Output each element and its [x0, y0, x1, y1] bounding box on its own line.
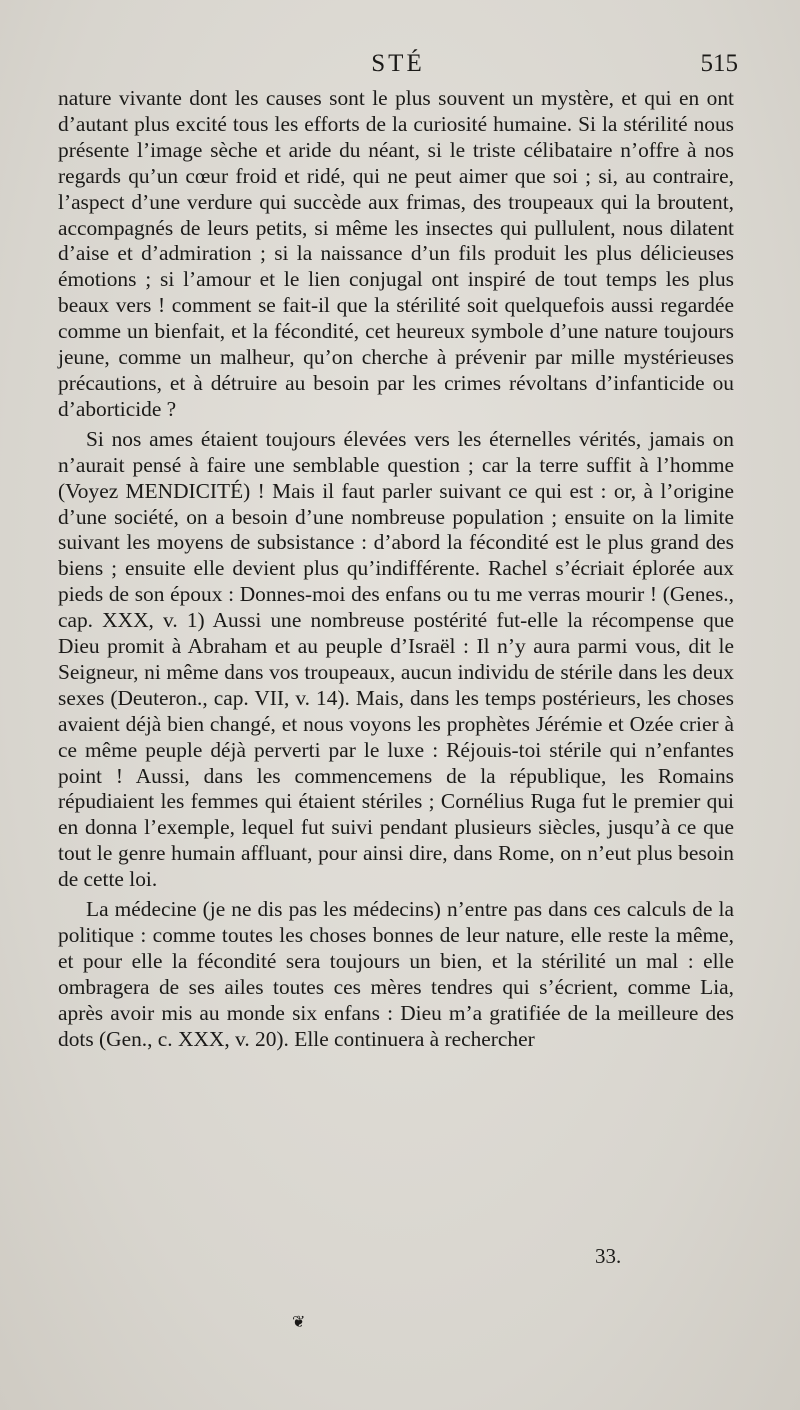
paragraph-2: Si nos ames étaient toujours élevées vers les éternelles vérités, jamais on n’aurait pensé à faire une semblable question ; car la terre suffit à l’homme (Voyez MENDICITÉ) ! Mais il faut parler suivant ce qui est : or, à l’origine d’une société, on a besoin d’une nombreuse population ; ensuite on la limite suivant les moyens de subsistance : d’abord la fécondité est le plus grand des biens ; ensuite elle devient plus qu’indifférente. Rachel s’écriait éplorée aux pieds de son époux : Donnes-moi des enfans ou tu me verras mourir ! (Genes., cap. XXX, v. 1) Aussi une nombreuse postérité fut-elle la récompense que Dieu promit à Abraham et au peuple d’Israël : Il n’y aura parmi vous, dit le Seigneur, ni même dans vos troupeaux, aucun individu de stérile dans les deux sexes (Deuteron., cap. VII, v. 14). Mais, dans les temps postérieurs, les choses avaient déjà bien changé, et nous voyons les prophètes Jérémie et Ozée crier à ce même peuple déjà perverti par le luxe : Réjouis-toi stérile qui n’enfantes point ! Aussi, dans les commencemens de la république, les Romains répudiaient les femmes qui étaient stériles ; Cornélius Ruga fut le premier qui en donna l’exemple, lequel fut suivi pendant plusieurs siècles, jusqu’à ce que tout le genre humain affluant, pour ainsi dire, dans Rome, on n’eut plus besoin de cette loi.: [58, 426, 734, 892]
running-head: STÉ: [371, 50, 425, 77]
paragraph-1: nature vivante dont les causes sont le plus souvent un mystère, et qui en ont d’autant plus excité tous les efforts de la curiosité humaine. Si la stérilité nous présente l’image sèche et aride du néant, si le triste célibataire n’offre à nos regards qu’un cœur froid et ridé, qui ne peut aimer que soi ; si, au contraire, l’aspect d’une verdure qui succède aux frimas, des troupeaux qui la broutent, accompagnés de leurs petits, si même les insectes qui pullulent, nous dilatent d’aise et d’admiration ; si la naissance d’un fils produit les plus délicieuses émotions ; si l’amour et le lien conjugal ont inspiré de tout temps les plus beaux vers ! comment se fait-il que la stérilité soit quelquefois aussi regardée comme un bienfait, et la fécondité, cet heureux symbole d’une nature toujours jeune, comme un malheur, qu’on cherche à prévenir par mille mystérieuses précautions, et à détruire au besoin par les crimes révoltans d’infanticide ou d’aborticide ?: [58, 86, 734, 421]
body-text: [58, 86, 734, 1057]
page-number: 515: [700, 50, 738, 77]
paragraph-3: La médecine (je ne dis pas les médecins) n’entre pas dans ces calculs de la politique : comme toutes les choses bonnes de leur nature, elle reste la même, et pour elle la fécondité sera toujours un bien, et la stérilité un mal : elle ombragera de ses ailes toutes ces mères tendres qui s’écrient, comme Lia, après avoir mis au monde six enfans : Dieu m’a gratifiée de la meilleure des dots (Gen., c. XXX, v. 20). Elle continuera à rechercher: [58, 897, 734, 1051]
signature-mark: 33.: [595, 1244, 622, 1268]
page-header: [58, 50, 738, 84]
ornament-icon: ❦: [292, 1314, 306, 1331]
